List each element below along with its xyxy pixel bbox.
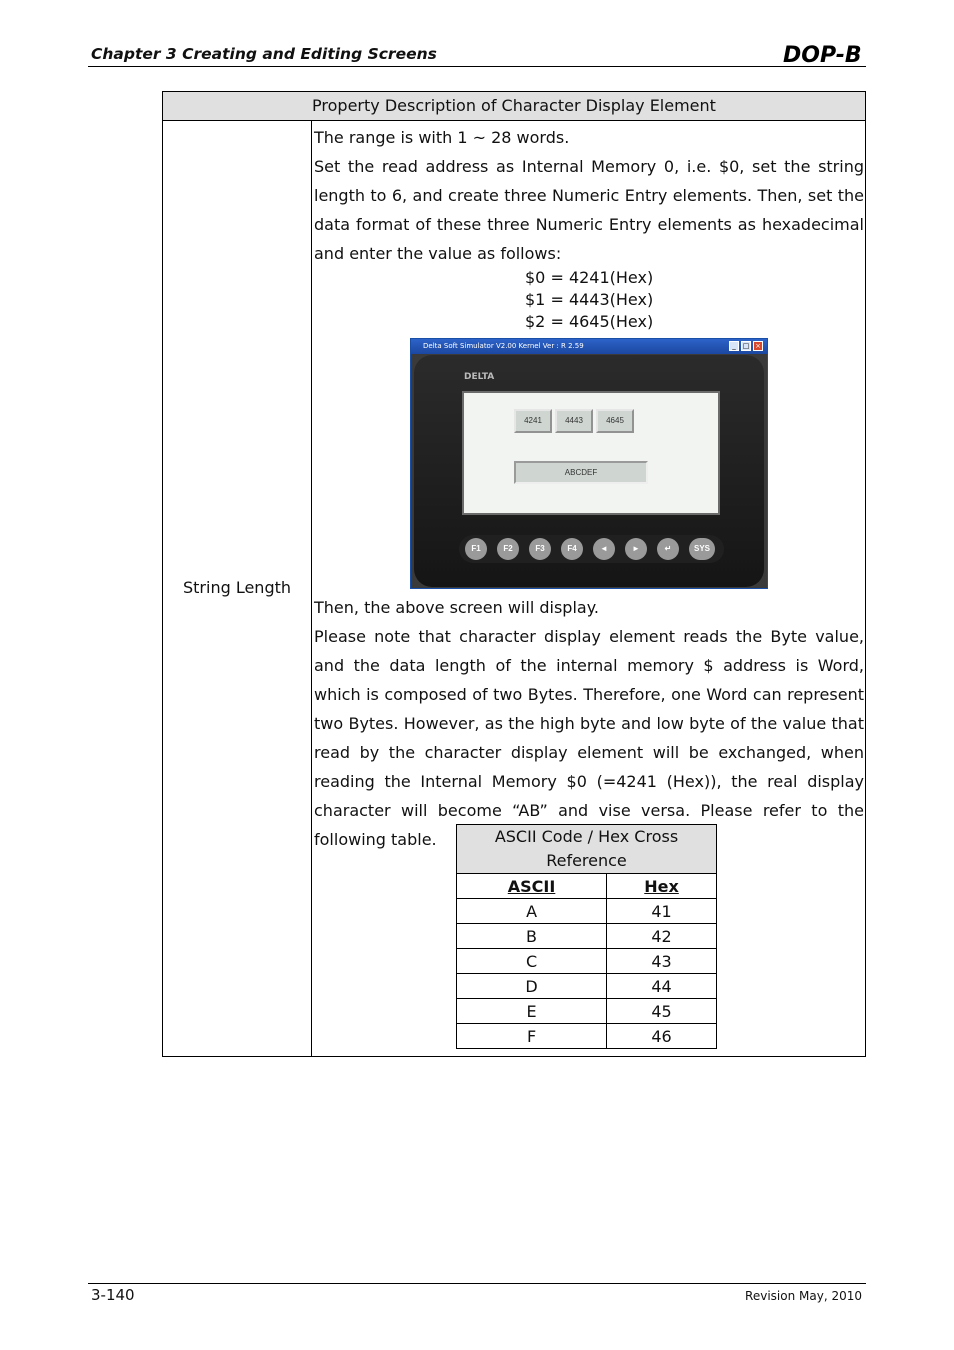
ascii-cell: D xyxy=(457,974,607,999)
hmi-lcd-screen xyxy=(462,391,720,515)
revision-date: Revision May, 2010 xyxy=(745,1289,862,1303)
left-arrow-icon: ◄ xyxy=(593,538,615,560)
page-number: 3-140 xyxy=(91,1286,135,1304)
simulator-title-bar: Delta Soft Simulator V2.00 Kernel Ver : R 2.59 xyxy=(411,339,767,354)
close-icon: × xyxy=(753,341,763,351)
ascii-cell: E xyxy=(457,999,607,1024)
simulator-screenshot xyxy=(410,338,768,589)
description-bottom xyxy=(314,593,864,854)
numeric-entry-2: 4645 xyxy=(596,409,634,433)
ascii-cell: F xyxy=(457,1024,607,1049)
result-text: Then, the above screen will display. xyxy=(314,598,599,617)
key-sys: SYS xyxy=(689,538,715,560)
hex-cell: 44 xyxy=(607,974,717,999)
dop-b-logo-text: DOP-B xyxy=(783,43,862,67)
character-display: ABCDEF xyxy=(514,461,648,484)
table-row xyxy=(457,999,717,1024)
hex-cell: 42 xyxy=(607,924,717,949)
ascii-column-header: ASCII xyxy=(457,874,607,899)
equation-2: $2 = 4645(Hex) xyxy=(525,312,654,331)
ascii-table-caption: ASCII Code / Hex Cross Reference xyxy=(457,825,717,874)
ascii-cell: B xyxy=(457,924,607,949)
hex-column-header: Hex xyxy=(607,874,717,899)
header-rule xyxy=(88,66,866,67)
hex-cell: 41 xyxy=(607,899,717,924)
table-row xyxy=(457,974,717,999)
chapter-title: Chapter 3 Creating and Editing Screens xyxy=(91,45,437,63)
property-table-heading: Property Description of Character Display Element xyxy=(163,92,865,121)
minimize-icon: _ xyxy=(729,341,739,351)
brand-label: DELTA xyxy=(464,372,495,382)
hmi-bezel xyxy=(414,355,764,587)
table-row xyxy=(457,899,717,924)
function-key-bar xyxy=(459,535,724,563)
table-row xyxy=(457,1024,717,1049)
equation-1: $1 = 4443(Hex) xyxy=(525,290,654,309)
key-f1: F1 xyxy=(465,538,487,560)
hex-cell: 43 xyxy=(607,949,717,974)
column-divider xyxy=(311,121,312,1056)
ascii-cell: C xyxy=(457,949,607,974)
note-text: Please note that character display element reads the Byte value, and the data length of the internal memory $ address is Word, which is composed of two Bytes. Therefore, one Word can represent two Bytes. However, as the high byte and low byte of the value that read by the character display element will be exchanged, when reading the Internal Memory $0 (=4241 (Hex)), the real display character will become “AB” and vise versa. Please refer to the following table. xyxy=(314,627,864,849)
key-f4: F4 xyxy=(561,538,583,560)
setup-text: Set the read address as Internal Memory 0, i.e. $0, set the string length to 6, and create three Numeric Entry elements. Then, set the data format of these three Numeric Entry elements as hexadecimal and enter the value as follows: xyxy=(314,157,864,263)
hex-cell: 46 xyxy=(607,1024,717,1049)
property-table xyxy=(162,91,866,1057)
key-f2: F2 xyxy=(497,538,519,560)
ascii-hex-table xyxy=(456,824,717,1049)
footer-rule xyxy=(88,1283,866,1284)
range-text: The range is with 1 ~ 28 words. xyxy=(314,128,570,147)
dop-b-logo xyxy=(783,41,865,67)
hex-cell: 45 xyxy=(607,999,717,1024)
ascii-cell: A xyxy=(457,899,607,924)
equation-0: $0 = 4241(Hex) xyxy=(525,268,654,287)
key-f3: F3 xyxy=(529,538,551,560)
row-label-string-length: String Length xyxy=(182,578,292,597)
right-arrow-icon: ► xyxy=(625,538,647,560)
table-row xyxy=(457,924,717,949)
maximize-icon: □ xyxy=(742,342,750,350)
description-top xyxy=(314,123,864,268)
table-row xyxy=(457,949,717,974)
enter-icon: ↵ xyxy=(657,538,679,560)
numeric-entry-1: 4443 xyxy=(555,409,593,433)
numeric-entry-0: 4241 xyxy=(514,409,552,433)
